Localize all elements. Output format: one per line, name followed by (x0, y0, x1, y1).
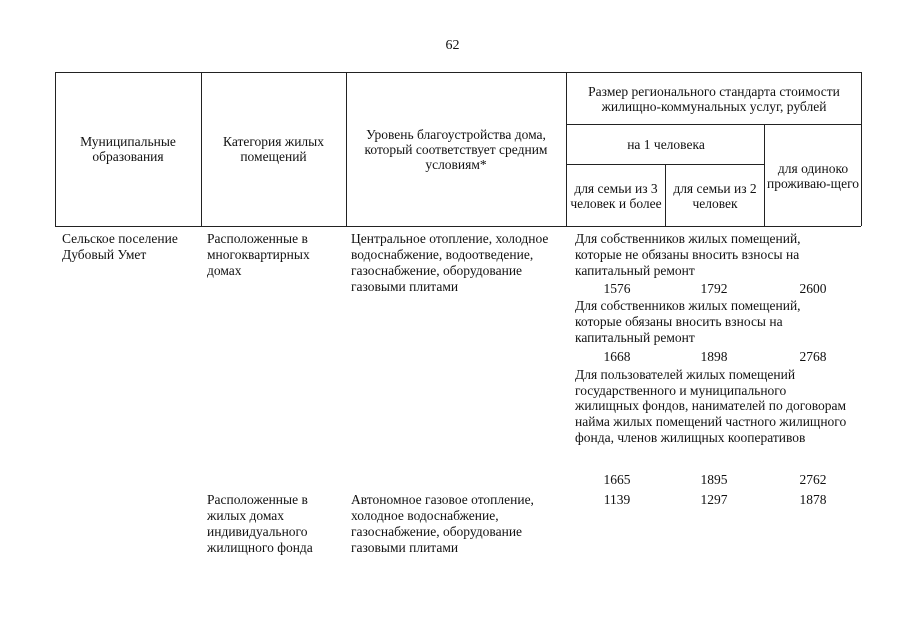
cell-value-single: 2762 (799, 472, 827, 487)
header-bottom-border (55, 226, 861, 227)
cell-category: Расположенные в жилых домах индивидуального жилищного фонда (207, 492, 313, 555)
header-standard-size: Размер регионального стандарта стоимости жилищно-коммунальных услуг, рублей (588, 83, 840, 114)
header-per-person: на 1 человека (627, 137, 705, 152)
cell-note: Для собственников жилых помещений, которые обязаны вносить взносы на капитальный ремонт (575, 298, 801, 345)
cell-value-family3: 1668 (603, 349, 631, 364)
header-family2: для семьи из 2 человек (673, 180, 757, 211)
cell-category: Расположенные в многоквартирных домах (207, 231, 310, 278)
page-number: 62 (445, 38, 460, 53)
header-municipality: Муниципальные образования (80, 134, 176, 164)
cell-value-family2: 1792 (700, 281, 728, 296)
cell-value-family3: 1139 (603, 492, 631, 507)
cell-value-family3: 1576 (603, 281, 631, 296)
column-divider (566, 72, 567, 226)
column-divider (665, 164, 666, 226)
cell-value-single: 1878 (799, 492, 827, 507)
cell-level: Автономное газовое отопление, холодное водоснабжение, газоснабжение, оборудование газовыми плитами (351, 492, 534, 555)
column-divider (346, 72, 347, 226)
cell-note: Для пользователей жилых помещений государственного и муниципального жилищных фондов, нанимателей по договорам найма жилых помещений частного жилищного фонда, членов жилищных кооперативов (575, 367, 847, 445)
header-family3: для семьи из 3 человек и более (570, 180, 662, 211)
header-category: Категория жилых помещений (223, 134, 324, 164)
header-single: для одиноко проживаю-щего (766, 160, 860, 191)
cell-value-single: 2600 (799, 281, 827, 296)
cell-value-single: 2768 (799, 349, 827, 364)
cell-municipality: Сельское поселение Дубовый Умет (62, 231, 178, 262)
cell-note: Для собственников жилых помещений, которые не обязаны вносить взносы на капитальный ремонт (575, 231, 801, 278)
header-level: Уровень благоустройства дома, который соответствует средним условиям* (364, 126, 548, 172)
cell-value-family2: 1898 (700, 349, 728, 364)
column-divider (55, 72, 56, 226)
cell-level: Центральное отопление, холодное водоснабжение, водоотведение, газоснабжение, оборудование газовыми плитами (351, 231, 549, 294)
column-divider (764, 124, 765, 226)
column-divider (201, 72, 202, 226)
cell-value-family2: 1297 (700, 492, 728, 507)
cell-value-family3: 1665 (603, 472, 631, 487)
cell-value-family2: 1895 (700, 472, 728, 487)
column-divider (861, 72, 862, 226)
